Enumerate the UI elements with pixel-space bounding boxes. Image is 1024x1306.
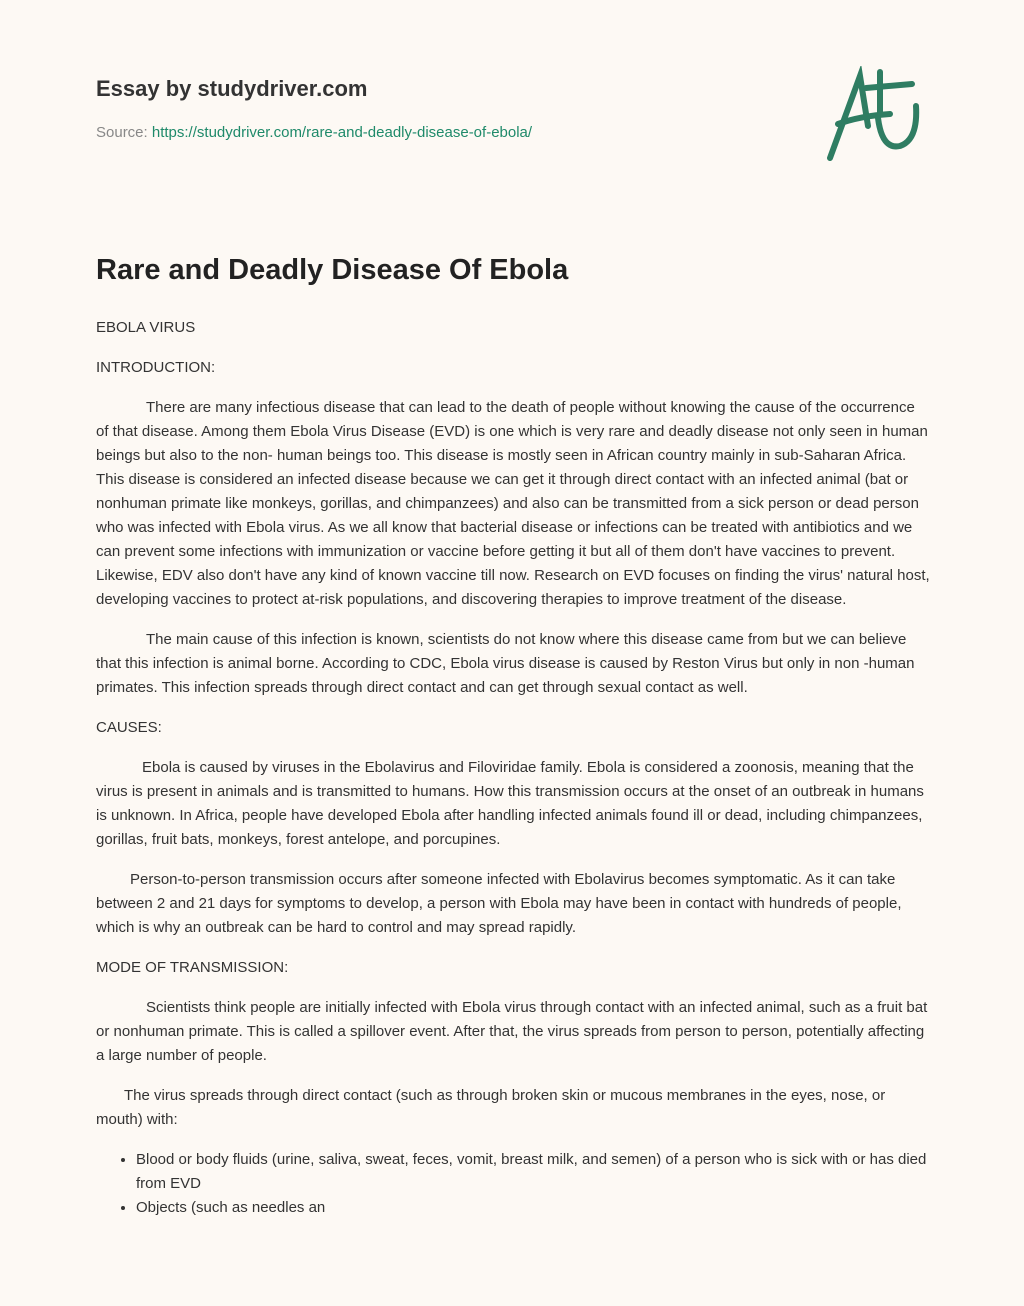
source-label: Source: xyxy=(96,124,148,141)
paragraph: There are many infectious disease that can lead to the death of people without knowing the cause of the occurrence of that disease. Among them Ebola Virus Disease (EVD) is one which is very rare and deadly disease not only seen in human beings but also to the non- human beings too. This disease is mostly seen in African country mainly in sub-Saharan Africa. This disease is considered an infected disease because we can get it through direct contact with an infected animal (bat or nonhuman primate like monkeys, gorillas, and chimpanzees) and also can be transmitted from a sick person or dead person who was infected with Ebola virus. As we all know that bacterial disease or infections can be treated with antibiotics and we can prevent some infections with immunization or vaccine before getting it but all of them don't have vaccines to prevent. Likewise, EDV also don't have any kind of known vaccine till now. Research on EVD focuses on finding the virus' natural host, developing vaccines to protect at-risk populations, and discovering therapies to improve treatment of the disease. xyxy=(96,399,930,608)
source-link[interactable]: https://studydriver.com/rare-and-deadly-disease-of-ebola/ xyxy=(151,124,533,141)
transmission-list xyxy=(96,1148,930,1220)
page-title: Rare and Deadly Disease Of Ebola xyxy=(96,254,569,286)
paragraph: Person-to-person transmission occurs after someone infected with Ebolavirus becomes symptomatic. As it can take between 2 and 21 days for symptoms to develop, a person with Ebola may have been in contact with hundreds of people, which is why an outbreak can be hard to control and may spread rapidly. xyxy=(96,871,902,936)
paragraph: The main cause of this infection is known, scientists do not know where this disease came from but we can believe that this infection is animal borne. According to CDC, Ebola virus disease is caused by Reston Virus but only in non -human primates. This infection spreads through direct contact and can get through sexual contact as well. xyxy=(96,631,915,696)
heading-mode-of-transmission: MODE OF TRANSMISSION: xyxy=(96,959,289,976)
heading-causes: CAUSES: xyxy=(96,719,162,736)
paragraph: Ebola is caused by viruses in the Ebolavirus and Filoviridae family. Ebola is considered a zoonosis, meaning that the virus is present in animals and is transmitted to humans. How this transmission occurs at the onset of an outbreak in humans is unknown. In Africa, people have developed Ebola after handling infected animals found ill or dead, including chimpanzees, gorillas, fruit bats, monkeys, forest antelope, and porcupines. xyxy=(96,759,924,848)
heading-introduction: INTRODUCTION: xyxy=(96,359,216,376)
site-brand: Essay by studydriver.com xyxy=(96,76,368,101)
source-line xyxy=(96,124,532,141)
paragraph: Scientists think people are initially infected with Ebola virus through contact with an infected animal, such as a fruit bat or nonhuman primate. This is called a spillover event. After that, the virus spreads from person to person, potentially affecting a large number of people. xyxy=(96,999,928,1064)
paragraph: The virus spreads through direct contact (such as through broken skin or mucous membranes in the eyes, nose, or mouth) with: xyxy=(96,1087,886,1128)
essay-body xyxy=(96,316,930,1220)
list-item: • Blood or body fluids (urine, saliva, sweat, feces, vomit, breast milk, and semen) of a person who is sick with or has died from EVD xyxy=(136,1148,930,1196)
heading-ebola-virus: EBOLA VIRUS xyxy=(96,319,196,336)
a-plus-logo-icon xyxy=(820,66,930,166)
list-item: • Objects (such as needles an xyxy=(136,1196,930,1220)
